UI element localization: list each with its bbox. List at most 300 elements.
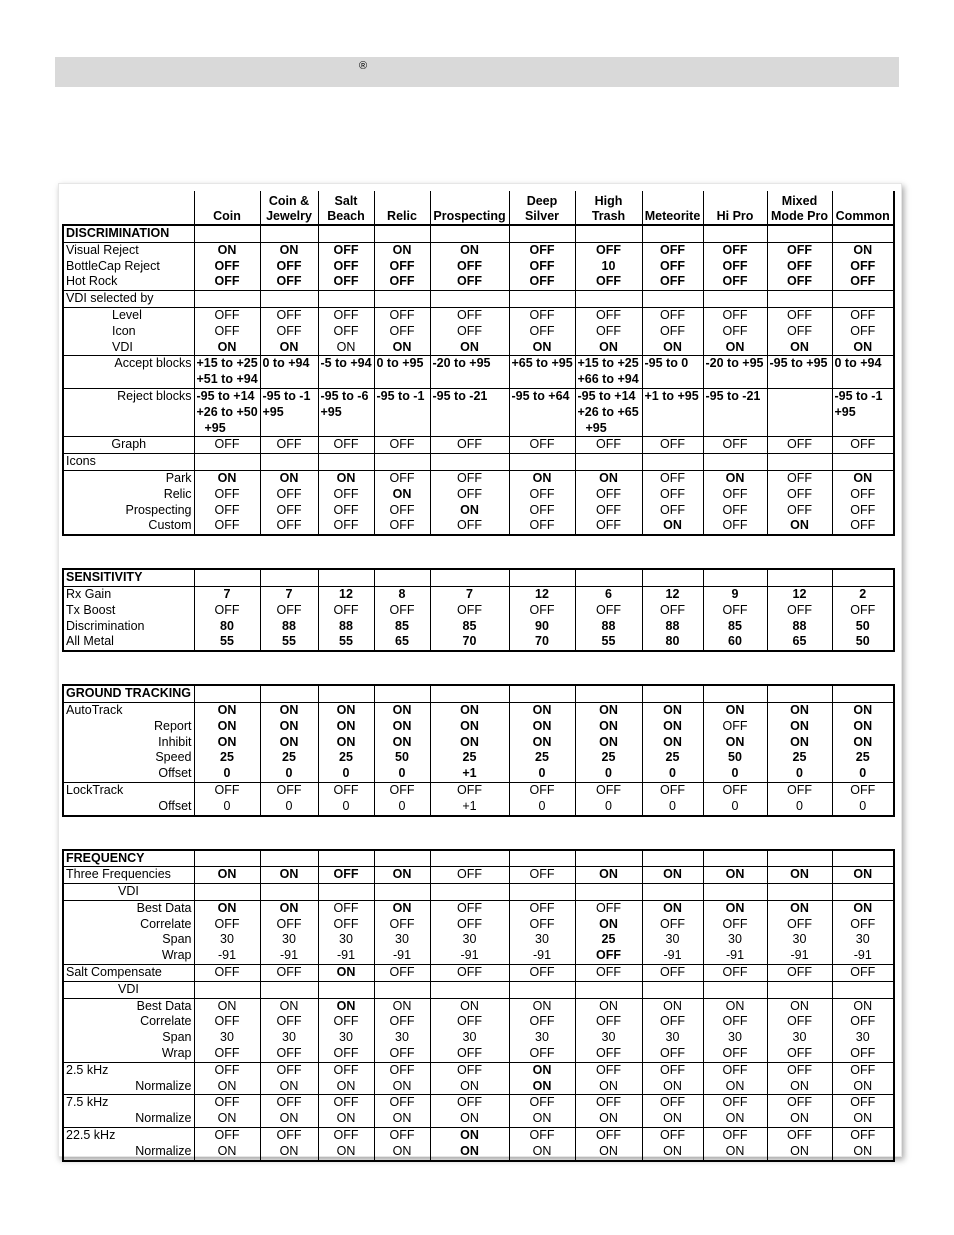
setting-value: 30 <box>642 1030 703 1046</box>
column-header <box>575 191 642 225</box>
setting-value: 0 <box>832 766 894 782</box>
setting-value: 0 <box>575 766 642 782</box>
setting-value: ON <box>194 470 260 486</box>
setting-value: OFF <box>509 1014 575 1030</box>
setting-label: Visual Reject <box>63 242 194 258</box>
setting-value: OFF <box>509 259 575 275</box>
setting-value: 30 <box>260 932 318 948</box>
column-header-line: Jewelry <box>266 209 312 223</box>
setting-label: Correlate <box>63 917 194 933</box>
setting-value: OFF <box>260 603 318 619</box>
setting-value: ON <box>318 735 374 751</box>
block-range <box>263 372 316 388</box>
setting-value: ON <box>642 1079 703 1095</box>
setting-value: OFF <box>374 965 430 982</box>
setting-value: ON <box>260 719 318 735</box>
setting-value: OFF <box>374 782 430 798</box>
setting-label: Offset <box>63 766 194 782</box>
setting-value: OFF <box>509 603 575 619</box>
setting-value: 0 <box>374 799 430 816</box>
setting-value: OFF <box>767 437 832 454</box>
setting-value: ON <box>767 1144 832 1161</box>
setting-value: 30 <box>575 1030 642 1046</box>
setting-value <box>575 454 642 471</box>
setting-value: OFF <box>703 242 767 258</box>
setting-value: 60 <box>703 634 767 651</box>
setting-value: 55 <box>575 634 642 651</box>
header-bar <box>55 57 899 87</box>
setting-value: ON <box>430 1128 509 1144</box>
block-range <box>645 405 701 421</box>
setting-value: ON <box>642 702 703 718</box>
column-header-line: Mode Pro <box>771 209 828 223</box>
setting-value: OFF <box>509 1095 575 1111</box>
setting-value: OFF <box>642 1095 703 1111</box>
setting-value: ON <box>832 719 894 735</box>
setting-value <box>430 388 509 436</box>
setting-value: ON <box>703 470 767 486</box>
setting-value: OFF <box>642 1062 703 1078</box>
block-range <box>377 421 428 437</box>
setting-label: Rx Gain <box>63 586 194 602</box>
setting-value: OFF <box>260 1046 318 1062</box>
setting-value: 85 <box>703 619 767 635</box>
setting-value: 55 <box>194 634 260 651</box>
setting-label: Prospecting <box>63 503 194 519</box>
corner-cell <box>63 191 194 225</box>
block-range <box>706 405 765 421</box>
setting-value: ON <box>374 998 430 1014</box>
setting-value <box>767 454 832 471</box>
setting-value <box>318 388 374 436</box>
setting-value: OFF <box>260 965 318 982</box>
section-header-cell <box>767 569 832 586</box>
setting-value: OFF <box>642 274 703 290</box>
setting-value: +1 <box>430 766 509 782</box>
section-header-row <box>63 685 894 702</box>
setting-value: OFF <box>575 324 642 340</box>
setting-value: ON <box>509 470 575 486</box>
setting-value: ON <box>575 917 642 933</box>
setting-value: OFF <box>642 307 703 323</box>
block-range <box>835 372 892 388</box>
setting-row <box>63 1144 894 1161</box>
block-range: -95 to -21 <box>432 388 488 403</box>
setting-value: OFF <box>509 503 575 519</box>
setting-value: 0 <box>260 799 318 816</box>
setting-value: -91 <box>430 948 509 964</box>
setting-row <box>63 619 894 635</box>
setting-value: ON <box>642 867 703 884</box>
setting-value: 10 <box>575 259 642 275</box>
setting-value: OFF <box>318 307 374 323</box>
setting-value: 50 <box>832 634 894 651</box>
setting-row <box>63 900 894 916</box>
setting-value: OFF <box>767 603 832 619</box>
setting-value: OFF <box>832 1062 894 1078</box>
column-header-line <box>706 194 765 209</box>
section-title: DISCRIMINATION <box>63 225 194 242</box>
setting-value: OFF <box>430 782 509 798</box>
setting-value: OFF <box>430 867 509 884</box>
setting-value: OFF <box>194 1095 260 1111</box>
setting-value: OFF <box>430 603 509 619</box>
block-range <box>706 421 765 437</box>
setting-value: OFF <box>374 1128 430 1144</box>
setting-row <box>63 1079 894 1095</box>
setting-value: 70 <box>430 634 509 651</box>
setting-label: Icon <box>63 324 194 340</box>
setting-value: ON <box>260 340 318 356</box>
setting-value: OFF <box>767 470 832 486</box>
block-range: +15 to +25 <box>577 356 639 371</box>
setting-value: OFF <box>703 487 767 503</box>
setting-value: OFF <box>767 965 832 982</box>
setting-value: ON <box>703 867 767 884</box>
setting-value: 30 <box>767 1030 832 1046</box>
setting-value: OFF <box>575 274 642 290</box>
setting-value: ON <box>194 1144 260 1161</box>
setting-value: OFF <box>703 1014 767 1030</box>
setting-label: Best Data <box>63 998 194 1014</box>
setting-value <box>832 388 894 436</box>
setting-value: ON <box>194 719 260 735</box>
setting-value: ON <box>430 735 509 751</box>
setting-value: ON <box>430 998 509 1014</box>
setting-label: LockTrack <box>63 782 194 798</box>
section-header-row <box>63 569 894 586</box>
setting-value: 8 <box>374 586 430 602</box>
setting-value: ON <box>575 1144 642 1161</box>
setting-value: OFF <box>260 917 318 933</box>
setting-value: ON <box>509 1079 575 1095</box>
setting-value: ON <box>318 1079 374 1095</box>
block-range: +51 to +94 <box>196 372 258 387</box>
column-header-row <box>63 191 894 225</box>
setting-row <box>63 1030 894 1046</box>
setting-value: OFF <box>430 900 509 916</box>
setting-value <box>832 981 894 998</box>
column-header-line: High <box>594 194 623 208</box>
setting-value: OFF <box>642 503 703 519</box>
setting-row <box>63 242 894 258</box>
setting-value: OFF <box>703 274 767 290</box>
setting-value: ON <box>374 1144 430 1161</box>
setting-value: OFF <box>194 259 260 275</box>
setting-value: OFF <box>703 307 767 323</box>
block-range <box>512 372 573 388</box>
setting-value: ON <box>260 1111 318 1127</box>
setting-value: OFF <box>767 1014 832 1030</box>
setting-value: 85 <box>430 619 509 635</box>
setting-value: -91 <box>642 948 703 964</box>
setting-value: OFF <box>318 603 374 619</box>
section-header-cell <box>509 685 575 702</box>
setting-value: ON <box>194 702 260 718</box>
setting-value: OFF <box>642 242 703 258</box>
block-range: -95 to -6 <box>320 388 369 403</box>
setting-value: ON <box>374 702 430 718</box>
setting-value: OFF <box>318 1046 374 1062</box>
setting-label: Graph <box>63 437 194 454</box>
setting-value: 25 <box>832 750 894 766</box>
section-header-cell <box>575 569 642 586</box>
setting-value: 30 <box>642 932 703 948</box>
setting-value: OFF <box>318 324 374 340</box>
block-range <box>377 405 428 421</box>
setting-value: OFF <box>194 487 260 503</box>
column-header-line: Meteorite <box>644 209 701 223</box>
setting-value: ON <box>318 1111 374 1127</box>
setting-label: 22.5 kHz <box>63 1128 194 1144</box>
setting-value: OFF <box>260 1014 318 1030</box>
setting-value: 25 <box>430 750 509 766</box>
setting-row <box>63 867 894 884</box>
setting-value: ON <box>430 242 509 258</box>
section-header-cell <box>260 569 318 586</box>
setting-value: ON <box>832 702 894 718</box>
setting-value: ON <box>832 1079 894 1095</box>
setting-value: OFF <box>194 503 260 519</box>
setting-row <box>63 965 894 982</box>
block-range: +26 to +65 <box>577 404 639 419</box>
block-range <box>433 405 507 421</box>
setting-value: OFF <box>260 782 318 798</box>
setting-label: AutoTrack <box>63 702 194 718</box>
section-header-cell <box>194 685 260 702</box>
setting-value <box>194 291 260 308</box>
section-header-cell <box>703 685 767 702</box>
setting-value: OFF <box>767 324 832 340</box>
setting-value: ON <box>703 900 767 916</box>
setting-value: OFF <box>642 1046 703 1062</box>
setting-value: ON <box>703 1079 767 1095</box>
setting-value: OFF <box>430 324 509 340</box>
setting-value: OFF <box>703 324 767 340</box>
setting-value: OFF <box>260 1062 318 1078</box>
setting-label: Inhibit <box>63 735 194 751</box>
section-header-cell <box>642 569 703 586</box>
setting-row <box>63 998 894 1014</box>
block-range <box>377 372 428 388</box>
section-header-cell <box>703 850 767 867</box>
setting-value <box>767 388 832 436</box>
setting-value: ON <box>509 340 575 356</box>
setting-value: 50 <box>374 750 430 766</box>
setting-value: OFF <box>832 518 894 535</box>
setting-value: OFF <box>703 1095 767 1111</box>
setting-value: 88 <box>318 619 374 635</box>
setting-value <box>832 356 894 389</box>
setting-value: ON <box>374 242 430 258</box>
block-range: +95 <box>262 404 284 419</box>
section-header-cell <box>194 569 260 586</box>
setting-row <box>63 1062 894 1078</box>
section-title: SENSITIVITY <box>63 569 194 586</box>
setting-value: +1 <box>430 799 509 816</box>
setting-value <box>194 388 260 436</box>
setting-value <box>430 291 509 308</box>
setting-value: OFF <box>767 782 832 798</box>
setting-value: ON <box>509 702 575 718</box>
block-range: 0 to +95 <box>376 356 424 371</box>
setting-value: OFF <box>374 917 430 933</box>
setting-value: 65 <box>767 634 832 651</box>
settings-table <box>62 191 895 1162</box>
setting-value: OFF <box>642 965 703 982</box>
setting-label: 2.5 kHz <box>63 1062 194 1078</box>
setting-value: ON <box>642 998 703 1014</box>
setting-value: OFF <box>260 1095 318 1111</box>
setting-value: 50 <box>703 750 767 766</box>
setting-value: OFF <box>509 1046 575 1062</box>
setting-value: OFF <box>374 518 430 535</box>
section-header-cell <box>318 569 374 586</box>
setting-value: ON <box>575 1111 642 1127</box>
setting-value <box>318 291 374 308</box>
setting-row <box>63 586 894 602</box>
setting-value: ON <box>194 998 260 1014</box>
section-header-cell <box>194 225 260 242</box>
setting-value: OFF <box>703 437 767 454</box>
setting-value: ON <box>374 735 430 751</box>
column-header <box>374 191 430 225</box>
block-range: -95 to -1 <box>376 388 425 403</box>
setting-value: OFF <box>509 965 575 982</box>
section-title: FREQUENCY <box>63 850 194 867</box>
setting-label: Salt Compensate <box>63 965 194 982</box>
setting-label: VDI selected by <box>63 291 194 308</box>
setting-label: 7.5 kHz <box>63 1095 194 1111</box>
setting-value: OFF <box>767 917 832 933</box>
block-range <box>263 421 316 437</box>
block-range: -95 to +14 <box>577 388 636 403</box>
column-header-line: Coin & <box>268 194 310 208</box>
setting-value: ON <box>767 702 832 718</box>
setting-label: BottleCap Reject <box>63 259 194 275</box>
section-header-cell <box>642 685 703 702</box>
setting-value: 25 <box>509 750 575 766</box>
setting-label: Discrimination <box>63 619 194 635</box>
setting-value: ON <box>260 867 318 884</box>
section-header-cell <box>374 685 430 702</box>
column-header <box>832 191 894 225</box>
setting-value <box>374 388 430 436</box>
setting-label: Normalize <box>63 1079 194 1095</box>
setting-value: ON <box>194 1079 260 1095</box>
section-header-cell <box>374 569 430 586</box>
setting-value: 30 <box>430 1030 509 1046</box>
setting-value: -91 <box>767 948 832 964</box>
setting-value: 0 <box>260 766 318 782</box>
setting-value: 30 <box>832 1030 894 1046</box>
setting-value: ON <box>832 1111 894 1127</box>
setting-value: OFF <box>767 1128 832 1144</box>
setting-value: OFF <box>374 603 430 619</box>
column-header-line: Mixed <box>781 194 818 208</box>
setting-value <box>318 454 374 471</box>
setting-value: 30 <box>430 932 509 948</box>
setting-value: OFF <box>374 1062 430 1078</box>
setting-value <box>575 981 642 998</box>
setting-value: ON <box>430 1111 509 1127</box>
setting-value: OFF <box>318 900 374 916</box>
setting-label: Speed <box>63 750 194 766</box>
setting-value <box>509 291 575 308</box>
section-header-cell <box>430 569 509 586</box>
setting-value: OFF <box>509 274 575 290</box>
setting-row <box>63 702 894 718</box>
block-range: +26 to +50 <box>196 404 258 419</box>
setting-value <box>509 884 575 901</box>
section-header-cell <box>374 850 430 867</box>
setting-value <box>767 291 832 308</box>
column-header <box>430 191 509 225</box>
setting-value <box>832 291 894 308</box>
block-range <box>645 421 701 437</box>
section-header-row <box>63 225 894 242</box>
setting-value: OFF <box>767 1095 832 1111</box>
setting-value: OFF <box>642 437 703 454</box>
block-range: -95 to -21 <box>705 388 761 403</box>
setting-value <box>318 884 374 901</box>
setting-row <box>63 766 894 782</box>
setting-value: ON <box>575 340 642 356</box>
setting-value: OFF <box>767 274 832 290</box>
setting-row <box>63 259 894 275</box>
setting-value: OFF <box>832 1128 894 1144</box>
column-header-line: Trash <box>591 209 626 223</box>
block-range: 0 to +94 <box>262 356 310 371</box>
setting-value: OFF <box>767 242 832 258</box>
setting-row <box>63 274 894 290</box>
setting-value: OFF <box>374 1046 430 1062</box>
setting-value: 30 <box>260 1030 318 1046</box>
setting-value: OFF <box>509 867 575 884</box>
setting-value: OFF <box>832 917 894 933</box>
setting-value: ON <box>374 719 430 735</box>
setting-value: ON <box>642 1111 703 1127</box>
setting-value: OFF <box>194 782 260 798</box>
setting-value <box>260 884 318 901</box>
block-range: +95 <box>834 404 856 419</box>
section-header-cell <box>767 225 832 242</box>
setting-value: 30 <box>767 932 832 948</box>
setting-value: 88 <box>575 619 642 635</box>
setting-value: OFF <box>642 470 703 486</box>
column-header-line: Common <box>835 209 890 223</box>
setting-value: OFF <box>832 437 894 454</box>
setting-value: 25 <box>575 932 642 948</box>
setting-value: 85 <box>374 619 430 635</box>
setting-value: OFF <box>260 274 318 290</box>
setting-value: OFF <box>767 1046 832 1062</box>
section-header-cell <box>832 225 894 242</box>
setting-value: ON <box>509 1062 575 1078</box>
setting-value: OFF <box>430 470 509 486</box>
setting-value: ON <box>767 518 832 535</box>
setting-value: OFF <box>575 948 642 964</box>
setting-value: OFF <box>194 274 260 290</box>
setting-value: ON <box>832 867 894 884</box>
setting-value: OFF <box>430 274 509 290</box>
section-header-cell <box>318 225 374 242</box>
column-header-line <box>377 194 428 209</box>
setting-value: ON <box>374 1079 430 1095</box>
setting-value: OFF <box>703 1046 767 1062</box>
setting-value: OFF <box>832 503 894 519</box>
setting-value: OFF <box>374 503 430 519</box>
